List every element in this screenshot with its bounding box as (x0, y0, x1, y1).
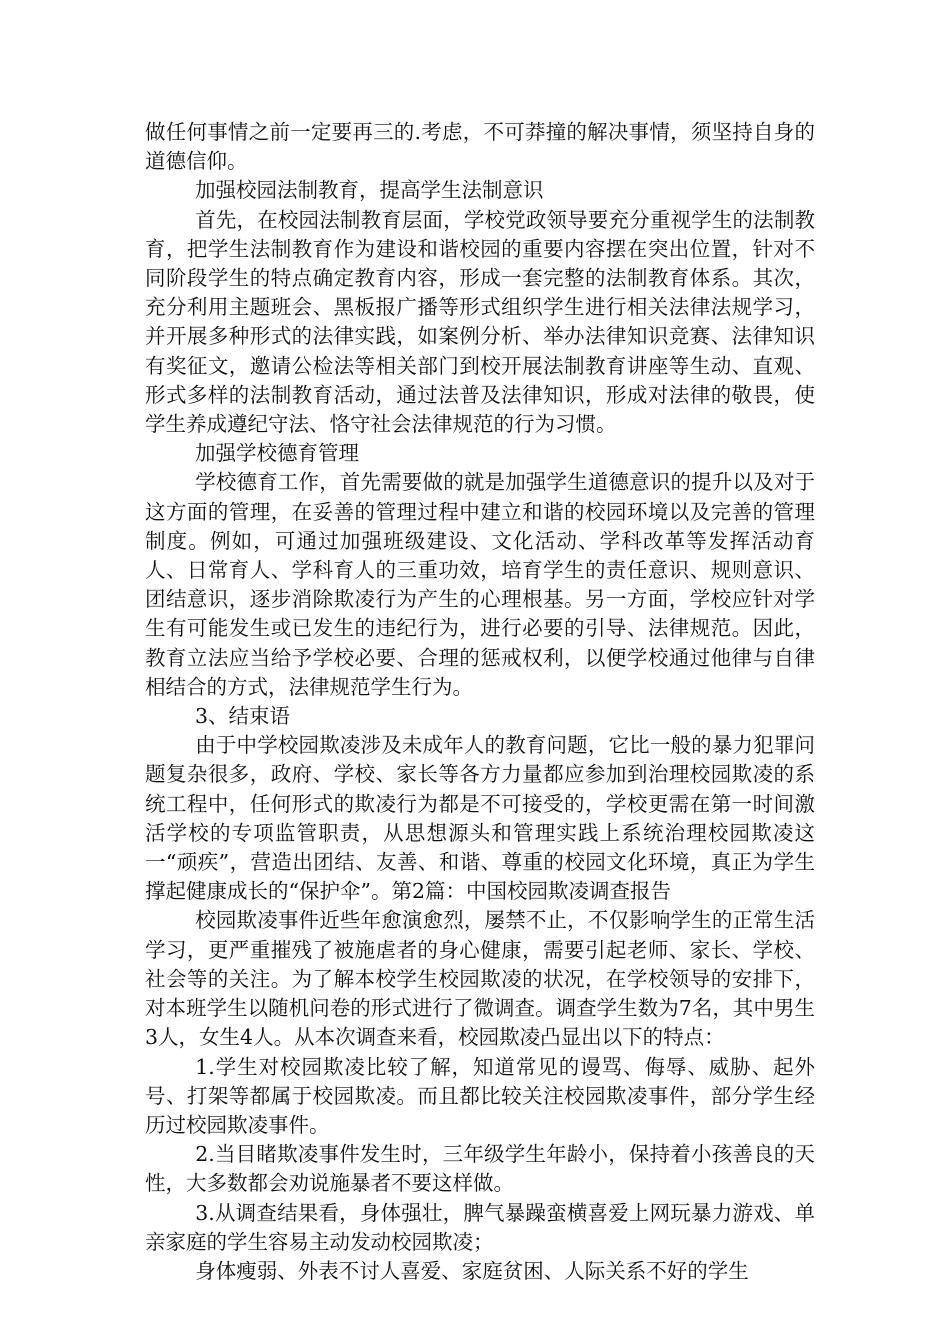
section-heading: 加强学校德育管理 (195, 441, 359, 466)
body-paragraph: 做任何事情之前一定要再三的.考虑，不可莽撞的解决事情，须坚持自身的道德信仰。 (145, 120, 815, 174)
section-heading: 3、结束语 (195, 704, 291, 729)
body-paragraph: 首先，在校园法制教育层面，学校党政领导要充分重视学生的法制教育，把学生法制教育作为建设和谐校园的重要内容摆在突出位置，针对不同阶段学生的特点确定教育内容，形成一套完整的法制教育体系。其次，充分利用主题班会、黑板报广播等形式组织学生进行相关法律法规学习，并开展多种形式的法律实践，如案例分析、举办法律知识竞赛、法律知识有奖征文，邀请公检法等相关部门到校开展法制教育讲座等生动、直观、形式多样的法制教育活动，通过法普及法律知识，形成对法律的敬畏，使学生养成遵纪守法、恪守社会法律规范的行为习惯。 (145, 207, 815, 437)
document-page (145, 118, 815, 1286)
list-item: 1.学生对校园欺凌比较了解，知道常见的谩骂、侮辱、威胁、起外号、打架等都属于校园欺凌。而且都比较关注校园欺凌事件，部分学生经历过校园欺凌事件。 (145, 1054, 815, 1137)
list-item: 2.当目睹欺凌事件发生时，三年级学生年龄小，保持着小孩善良的天性，大多数都会劝说施暴者不要这样做。 (145, 1142, 815, 1196)
body-paragraph: 由于中学校园欺凌涉及未成年人的教育问题，它比一般的暴力犯罪问题复杂很多，政府、学校、家长等各方力量都应参加到治理校园欺凌的系统工程中，任何形式的欺凌行为都是不可接受的，学校更需在第一时间激活学校的专项监管职责，从思想源头和管理实践上系统治理校园欺凌这一“顽疾”，营造出团结、友善、和谐、尊重的校园文化环境，真正为学生撑起健康成长的“保护伞”。第2篇：中国校园欺凌调查报告 (145, 733, 815, 904)
body-paragraph: 身体瘦弱、外表不讨人喜爱、家庭贫困、人际关系不好的学生 (195, 1258, 749, 1283)
body-paragraph: 校园欺凌事件近些年愈演愈烈，屡禁不止，不仅影响学生的正常生活学习，更严重摧残了被施虐者的身心健康，需要引起老师、家长、学校、社会等的关注。为了解本校学生校园欺凌的状况，在学校领导的安排下，对本班学生以随机问卷的形式进行了微调查。调查学生数为7名，其中男生3人，女生4人。从本次调查来看，校园欺凌凸显出以下的特点： (145, 908, 815, 1050)
list-item: 3.从调查结果看，身体强壮，脾气暴躁蛮横喜爱上网玩暴力游戏、单亲家庭的学生容易主动发动校园欺凌； (145, 1200, 815, 1254)
section-heading: 加强校园法制教育，提高学生法制意识 (195, 178, 544, 203)
body-paragraph: 学校德育工作，首先需要做的就是加强学生道德意识的提升以及对于这方面的管理，在妥善的管理过程中建立和谐的校园环境以及完善的管理制度。例如，可通过加强班级建设、文化活动、学科改革等发挥活动育人、日常育人、学科育人的三重功效，培育学生的责任意识、规则意识、团结意识，逐步消除欺凌行为产生的心理根基。另一方面，学校应针对学生有可能发生或已发生的违纪行为，进行必要的引导、法律规范。因此，教育立法应当给予学校必要、合理的惩戒权利，以便学校通过他律与自律相结合的方式，法律规范学生行为。 (145, 470, 815, 699)
